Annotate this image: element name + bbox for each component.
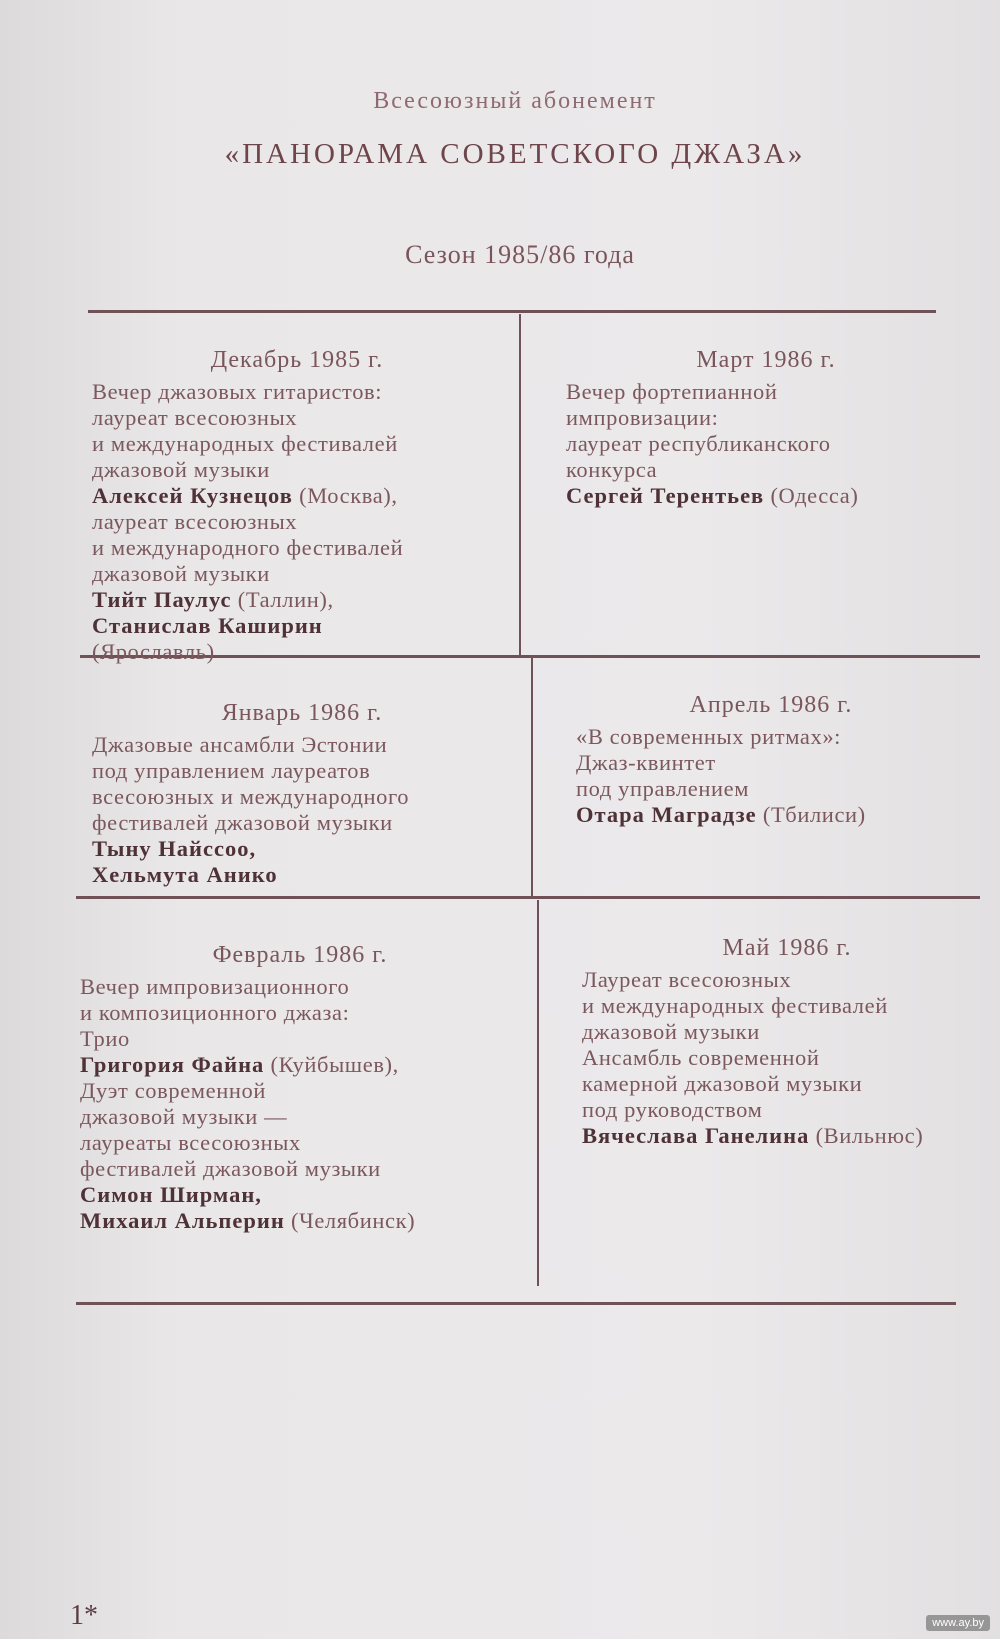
detail-text: Вечер джазовых гитаристов: [92, 379, 383, 404]
detail-line [92, 639, 502, 665]
detail-line [92, 483, 502, 509]
row-divider-2 [76, 896, 980, 899]
column-divider-3 [537, 900, 539, 1286]
detail-line [566, 405, 966, 431]
performer-name: Михаил Альперин [80, 1208, 285, 1233]
performer-name: Симон Ширман, [80, 1182, 262, 1207]
detail-line [566, 379, 966, 405]
detail-text: Джаз-квинтет [576, 750, 716, 775]
detail-line [582, 993, 992, 1019]
detail-line [80, 1026, 520, 1052]
detail-text: и международного фестивалей [92, 535, 404, 560]
detail-text: Ансамбль современной [582, 1045, 820, 1070]
detail-line [582, 967, 992, 993]
detail-text: (Вильнюс) [809, 1123, 924, 1148]
detail-text: под управлением [576, 776, 750, 801]
detail-text: Дуэт современной [80, 1078, 267, 1103]
concert-may [582, 935, 992, 1149]
concert-december [92, 347, 502, 665]
concert-details [582, 967, 992, 1149]
performer-name: Вячеслава Ганелина [582, 1123, 810, 1148]
performer-name: Сергей Терентьев [566, 483, 765, 508]
program-title: «ПАНОРАМА СОВЕТСКОГО ДЖАЗА» [224, 138, 806, 170]
detail-line [80, 974, 520, 1000]
detail-line [92, 535, 502, 561]
detail-line [566, 457, 966, 483]
concert-month: Февраль 1986 г. [212, 942, 388, 968]
detail-line [582, 1019, 992, 1045]
detail-text: (Москва), [292, 483, 398, 508]
detail-line [582, 1071, 992, 1097]
concert-details [92, 379, 502, 665]
detail-line [80, 1104, 520, 1130]
concert-march [566, 347, 966, 509]
detail-line [92, 784, 512, 810]
detail-line [92, 836, 512, 862]
detail-text: фестивалей джазовой музыки [92, 810, 393, 835]
detail-text: лауреат республиканского [566, 431, 831, 456]
detail-text: Вечер фортепианной [566, 379, 778, 404]
concert-april [576, 692, 966, 828]
concert-january [92, 700, 512, 888]
performer-name: Тийт Паулус [92, 587, 232, 612]
concert-month: Декабрь 1985 г. [210, 347, 384, 373]
detail-text: Трио [80, 1026, 130, 1051]
detail-line [92, 810, 512, 836]
subscription-subtitle: Всесоюзный абонемент [373, 88, 657, 114]
detail-line [92, 509, 502, 535]
detail-text: (Одесса) [764, 483, 859, 508]
detail-line [92, 587, 502, 613]
site-watermark: www.ay.by [926, 1615, 990, 1631]
concert-month: Январь 1986 г. [221, 700, 383, 726]
detail-text: лауреат всесоюзных [92, 509, 298, 534]
detail-text: (Тбилиси) [756, 802, 866, 827]
performer-name: Григория Файна [80, 1052, 265, 1077]
detail-text: джазовой музыки [92, 457, 270, 482]
detail-line [576, 750, 966, 776]
detail-text: и композиционного джаза: [80, 1000, 350, 1025]
detail-text: Вечер импровизационного [80, 974, 350, 999]
performer-name: Алексей Кузнецов [92, 483, 293, 508]
page-number: 1* [70, 1600, 98, 1631]
detail-line [582, 1123, 992, 1149]
detail-line [92, 405, 502, 431]
performer-name: Отара Маградзе [576, 802, 757, 827]
detail-text: джазовой музыки — [80, 1104, 288, 1129]
detail-text: лауреаты всесоюзных [80, 1130, 301, 1155]
detail-text: (Таллин), [231, 587, 334, 612]
detail-text: под управлением лауреатов [92, 758, 371, 783]
detail-line [92, 862, 512, 888]
detail-line [582, 1097, 992, 1123]
concert-february [80, 942, 520, 1234]
detail-line [92, 561, 502, 587]
performer-name: Хельмута Анико [92, 862, 278, 887]
concert-details [566, 379, 966, 509]
detail-text: (Челябинск) [284, 1208, 416, 1233]
detail-text: фестивалей джазовой музыки [80, 1156, 381, 1181]
detail-line [92, 758, 512, 784]
concert-details [80, 974, 520, 1234]
concert-details [92, 732, 512, 888]
detail-line [80, 1052, 520, 1078]
detail-line [80, 1208, 520, 1234]
detail-line [80, 1156, 520, 1182]
column-divider-2 [531, 658, 533, 898]
detail-line [576, 802, 966, 828]
detail-text: джазовой музыки [92, 561, 270, 586]
performer-name: Тыну Найссоо, [92, 836, 257, 861]
detail-text: (Куйбышев), [264, 1052, 399, 1077]
detail-line [80, 1130, 520, 1156]
detail-text: Джазовые ансамбли Эстонии [92, 732, 388, 757]
detail-text: всесоюзных и международного [92, 784, 410, 809]
detail-text: и международных фестивалей [582, 993, 888, 1018]
detail-line [582, 1045, 992, 1071]
detail-text: (Ярославль) [92, 639, 215, 664]
detail-line [92, 379, 502, 405]
detail-line [80, 1000, 520, 1026]
performer-name: Станислав Каширин [92, 613, 323, 638]
detail-text: импровизации: [566, 405, 719, 430]
table-top-rule [88, 310, 936, 313]
concert-month: Апрель 1986 г. [689, 692, 853, 718]
season-label: Сезон 1985/86 года [405, 240, 635, 269]
detail-line [566, 431, 966, 457]
detail-line [92, 431, 502, 457]
detail-line [576, 724, 966, 750]
detail-line [80, 1182, 520, 1208]
detail-line [80, 1078, 520, 1104]
detail-text: и международных фестивалей [92, 431, 398, 456]
concert-month: Март 1986 г. [696, 347, 836, 373]
concert-month: Май 1986 г. [722, 935, 852, 961]
detail-text: камерной джазовой музыки [582, 1071, 863, 1096]
detail-line [92, 613, 502, 639]
detail-line [566, 483, 966, 509]
detail-text: Лауреат всесоюзных [582, 967, 792, 992]
detail-text: джазовой музыки [582, 1019, 760, 1044]
detail-text: лауреат всесоюзных [92, 405, 298, 430]
detail-text: под руководством [582, 1097, 763, 1122]
detail-text: конкурса [566, 457, 658, 482]
detail-line [576, 776, 966, 802]
table-bottom-rule [76, 1302, 956, 1305]
detail-line [92, 732, 512, 758]
detail-text: «В современных ритмах»: [576, 724, 842, 749]
concert-details [576, 724, 966, 828]
column-divider-1 [519, 314, 521, 656]
detail-line [92, 457, 502, 483]
